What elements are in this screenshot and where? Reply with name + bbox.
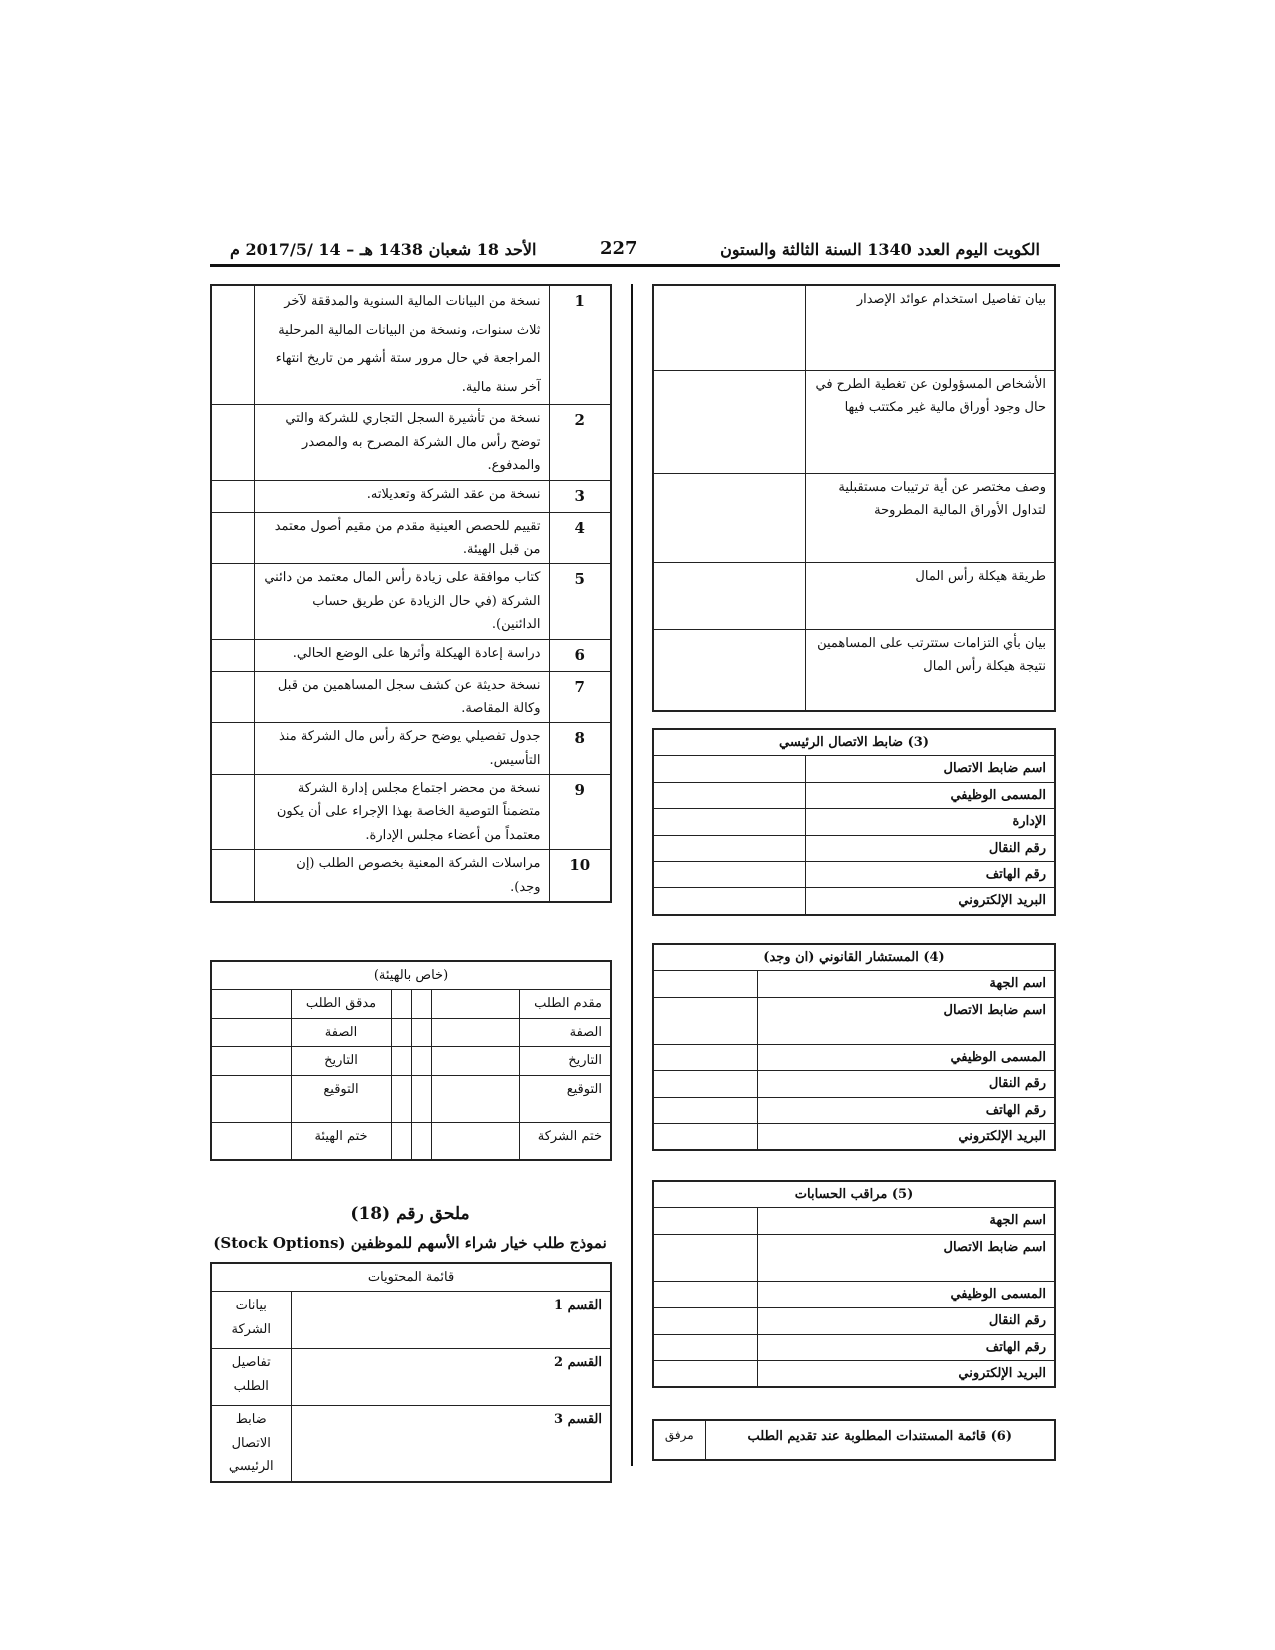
field-label: رقم الهاتف	[757, 1097, 1055, 1123]
table-row	[211, 639, 611, 671]
table-row	[653, 1334, 1055, 1360]
applicant-value-field[interactable]	[431, 1047, 519, 1075]
spacer-cell	[411, 1047, 431, 1075]
table-row	[211, 775, 611, 850]
spacer-cell	[391, 1018, 411, 1046]
auditor-table	[652, 1180, 1056, 1388]
issue-date: الأحد 18 شعبان 1438 هـ – 14 /2017/5 م	[230, 240, 537, 259]
field-value[interactable]	[653, 888, 805, 915]
item-text: جدول تفصيلي يوضح حركة رأس مال الشركة منذ التأسيس.	[254, 723, 549, 775]
field-label: اسم الجهة	[757, 1208, 1055, 1234]
table-row	[653, 756, 1055, 782]
field-value[interactable]	[653, 474, 805, 563]
field-value[interactable]	[653, 1123, 757, 1150]
table-row	[211, 405, 611, 480]
field-value[interactable]	[653, 1208, 757, 1234]
reviewer-value-field[interactable]	[211, 1018, 291, 1046]
applicant-value-field[interactable]	[431, 1018, 519, 1046]
table-row	[653, 1044, 1055, 1070]
field-value[interactable]	[653, 782, 805, 808]
table-row	[211, 723, 611, 775]
field-value[interactable]	[653, 1097, 757, 1123]
section-label: القسم 1	[291, 1292, 611, 1349]
check-cell[interactable]	[211, 405, 254, 480]
spacer-cell	[411, 1122, 431, 1160]
table-row	[211, 1075, 611, 1122]
contents-header: قائمة المحتويات	[211, 1263, 611, 1292]
reviewer-value-field[interactable]	[211, 1122, 291, 1160]
table-row	[653, 1308, 1055, 1334]
reviewer-value-field[interactable]	[211, 990, 291, 1018]
section-label: القسم 2	[291, 1349, 611, 1406]
item-number: 7	[549, 671, 611, 723]
field-label: الإدارة	[805, 809, 1055, 835]
spacer-cell	[391, 1122, 411, 1160]
table-row	[653, 997, 1055, 1044]
check-cell[interactable]	[211, 671, 254, 723]
applicant-label: مقدم الطلب	[519, 990, 611, 1018]
internal-use-title: (خاص بالهيئة)	[211, 961, 611, 990]
header-rule	[210, 264, 1060, 267]
field-value[interactable]	[653, 285, 805, 371]
item-number: 5	[549, 564, 611, 639]
table-row	[211, 671, 611, 723]
field-value[interactable]	[653, 971, 757, 997]
item-number: 3	[549, 480, 611, 512]
applicant-label: التاريخ	[519, 1047, 611, 1075]
table-row	[653, 285, 1055, 371]
field-label: البريد الإلكتروني	[757, 1360, 1055, 1387]
field-value[interactable]	[653, 1308, 757, 1334]
reviewer-label: الصفة	[291, 1018, 391, 1046]
field-value[interactable]	[653, 1071, 757, 1097]
item-text: تقييم للحصص العينية مقدم من مقيم أصول معتمد من قبل الهيئة.	[254, 512, 549, 564]
table-row	[211, 1047, 611, 1075]
field-label: اسم ضابط الاتصال	[757, 997, 1055, 1044]
legal-advisor-title: (4) المستشار القانوني (ان وجد)	[653, 944, 1055, 971]
table-row	[211, 480, 611, 512]
spacer-cell	[411, 1018, 431, 1046]
column-divider	[631, 284, 633, 1466]
gazette-issue-info: الكويت اليوم العدد 1340 السنة الثالثة والستون	[720, 240, 1040, 259]
check-cell[interactable]	[211, 285, 254, 405]
reviewer-label: التوقيع	[291, 1075, 391, 1122]
item-number: 4	[549, 512, 611, 564]
spacer-cell	[411, 1075, 431, 1122]
check-cell[interactable]	[211, 639, 254, 671]
field-label: المسمى الوظيفي	[757, 1044, 1055, 1070]
table-row	[653, 861, 1055, 887]
table-row	[211, 285, 611, 405]
contact-officer-title: (3) ضابط الاتصال الرئيسي	[653, 729, 1055, 756]
item-number: 1	[549, 285, 611, 405]
table-row	[653, 1071, 1055, 1097]
spacer-cell	[391, 990, 411, 1018]
applicant-value-field[interactable]	[431, 1075, 519, 1122]
table-row	[653, 1123, 1055, 1150]
check-cell[interactable]	[211, 723, 254, 775]
appendix-title: ملحق رقم (18)	[350, 1204, 470, 1224]
table-row	[653, 1234, 1055, 1281]
field-value[interactable]	[653, 1281, 757, 1307]
item-text: كتاب موافقة على زيادة رأس المال معتمد من دائني الشركة (في حال الزيادة عن طريق حساب الدائنين).	[254, 564, 549, 639]
table-row	[211, 1406, 611, 1482]
field-value[interactable]	[653, 563, 805, 630]
field-value[interactable]	[653, 861, 805, 887]
field-value[interactable]	[653, 835, 805, 861]
item-text: نسخة من عقد الشركة وتعديلاته.	[254, 480, 549, 512]
section-value: ضابط الاتصال الرئيسي	[211, 1406, 291, 1482]
legal-advisor-table	[652, 943, 1056, 1151]
applicant-value-field[interactable]	[431, 1122, 519, 1160]
table-row	[653, 1097, 1055, 1123]
field-label: طريقة هيكلة رأس المال	[805, 563, 1055, 630]
applicant-label: الصفة	[519, 1018, 611, 1046]
table-row	[653, 1281, 1055, 1307]
item-number: 2	[549, 405, 611, 480]
field-label: المسمى الوظيفي	[805, 782, 1055, 808]
appendix-subtitle: نموذج طلب خيار شراء الأسهم للموظفين (Stock Options)	[213, 1234, 607, 1252]
field-label: رقم الهاتف	[805, 861, 1055, 887]
field-label: بيان بأي التزامات ستترتب على المساهمين نتيجة هيكلة رأس المال	[805, 630, 1055, 712]
item-number: 10	[549, 850, 611, 902]
table-row	[211, 512, 611, 564]
check-cell[interactable]	[211, 850, 254, 902]
field-value[interactable]	[653, 630, 805, 712]
section-value: بيانات الشركة	[211, 1292, 291, 1349]
spacer-cell	[391, 1047, 411, 1075]
field-value[interactable]	[653, 1234, 757, 1281]
spacer-cell	[391, 1075, 411, 1122]
field-value[interactable]	[653, 371, 805, 474]
table-row	[653, 1360, 1055, 1387]
field-label: اسم ضابط الاتصال	[757, 1234, 1055, 1281]
reviewer-label: ختم الهيئة	[291, 1122, 391, 1160]
check-cell[interactable]	[211, 564, 254, 639]
field-label: اسم الجهة	[757, 971, 1055, 997]
table-row	[211, 1349, 611, 1406]
applicant-label: ختم الشركة	[519, 1122, 611, 1160]
issuance-details-table	[652, 284, 1056, 712]
item-number: 8	[549, 723, 611, 775]
table-row	[653, 835, 1055, 861]
table-row	[211, 1122, 611, 1160]
field-label: البريد الإلكتروني	[805, 888, 1055, 915]
check-cell[interactable]	[211, 512, 254, 564]
table-row	[653, 971, 1055, 997]
table-row	[211, 564, 611, 639]
item-text: مراسلات الشركة المعنية بخصوص الطلب (إن وجد).	[254, 850, 549, 902]
field-label: المسمى الوظيفي	[757, 1281, 1055, 1307]
attached-label: مرفق	[653, 1420, 705, 1460]
documents-list-table	[210, 284, 612, 903]
item-number: 9	[549, 775, 611, 850]
table-row	[653, 474, 1055, 563]
table-row	[211, 990, 611, 1018]
item-text: نسخة من تأشيرة السجل التجاري للشركة والتي توضح رأس مال الشركة المصرح به والمصدر والمدفوع.	[254, 405, 549, 480]
item-number: 6	[549, 639, 611, 671]
internal-use-table	[210, 960, 612, 1161]
field-value[interactable]	[653, 1360, 757, 1387]
contents-table	[210, 1262, 612, 1483]
applicant-label: التوقيع	[519, 1075, 611, 1122]
section-value: تفاصيل الطلب	[211, 1349, 291, 1406]
table-row	[653, 782, 1055, 808]
required-documents-table	[652, 1419, 1056, 1461]
table-row	[653, 563, 1055, 630]
field-value[interactable]	[653, 1334, 757, 1360]
item-text: نسخة من محضر اجتماع مجلس إدارة الشركة متضمناً التوصية الخاصة بهذا الإجراء على أن يكون معتمداً من أعضاء مجلس الإدارة.	[254, 775, 549, 850]
table-row	[653, 371, 1055, 474]
reviewer-label: مدقق الطلب	[291, 990, 391, 1018]
field-label: رقم النقال	[757, 1308, 1055, 1334]
table-row	[211, 850, 611, 902]
table-row	[653, 888, 1055, 915]
field-label: رقم الهاتف	[757, 1334, 1055, 1360]
item-text: نسخة من البيانات المالية السنوية والمدققة لآخر ثلاث سنوات، ونسخة من البيانات المالية المرحلية المراجعة في حال مرور ستة أشهر من تاريخ انتهاء آخر سنة مالية.	[254, 285, 549, 405]
field-value[interactable]	[653, 1044, 757, 1070]
field-label: اسم ضابط الاتصال	[805, 756, 1055, 782]
page-header	[210, 234, 1060, 264]
table-row	[653, 1208, 1055, 1234]
reviewer-label: التاريخ	[291, 1047, 391, 1075]
table-row	[653, 630, 1055, 712]
page-number: 227	[600, 238, 638, 259]
item-text: دراسة إعادة الهيكلة وأثرها على الوضع الحالي.	[254, 639, 549, 671]
field-label: البريد الإلكتروني	[757, 1123, 1055, 1150]
field-label: رقم النقال	[805, 835, 1055, 861]
required-documents-title: (6) قائمة المستندات المطلوبة عند تقديم الطلب	[705, 1420, 1055, 1460]
reviewer-value-field[interactable]	[211, 1075, 291, 1122]
auditor-title: (5) مراقب الحسابات	[653, 1181, 1055, 1208]
contact-officer-table	[652, 728, 1056, 916]
table-row	[211, 1292, 611, 1349]
item-text: نسخة حديثة عن كشف سجل المساهمين من قبل وكالة المقاصة.	[254, 671, 549, 723]
field-value[interactable]	[653, 756, 805, 782]
field-value[interactable]	[653, 997, 757, 1044]
spacer-cell	[411, 990, 431, 1018]
reviewer-value-field[interactable]	[211, 1047, 291, 1075]
table-row	[653, 809, 1055, 835]
field-value[interactable]	[653, 809, 805, 835]
check-cell[interactable]	[211, 775, 254, 850]
check-cell[interactable]	[211, 480, 254, 512]
field-label: بيان تفاصيل استخدام عوائد الإصدار	[805, 285, 1055, 371]
applicant-value-field[interactable]	[431, 990, 519, 1018]
field-label: رقم النقال	[757, 1071, 1055, 1097]
table-row	[211, 1018, 611, 1046]
section-label: القسم 3	[291, 1406, 611, 1482]
field-label: الأشخاص المسؤولون عن تغطية الطرح في حال وجود أوراق مالية غير مكتتب فيها	[805, 371, 1055, 474]
field-label: وصف مختصر عن أية ترتيبات مستقبلية لتداول الأوراق المالية المطروحة	[805, 474, 1055, 563]
